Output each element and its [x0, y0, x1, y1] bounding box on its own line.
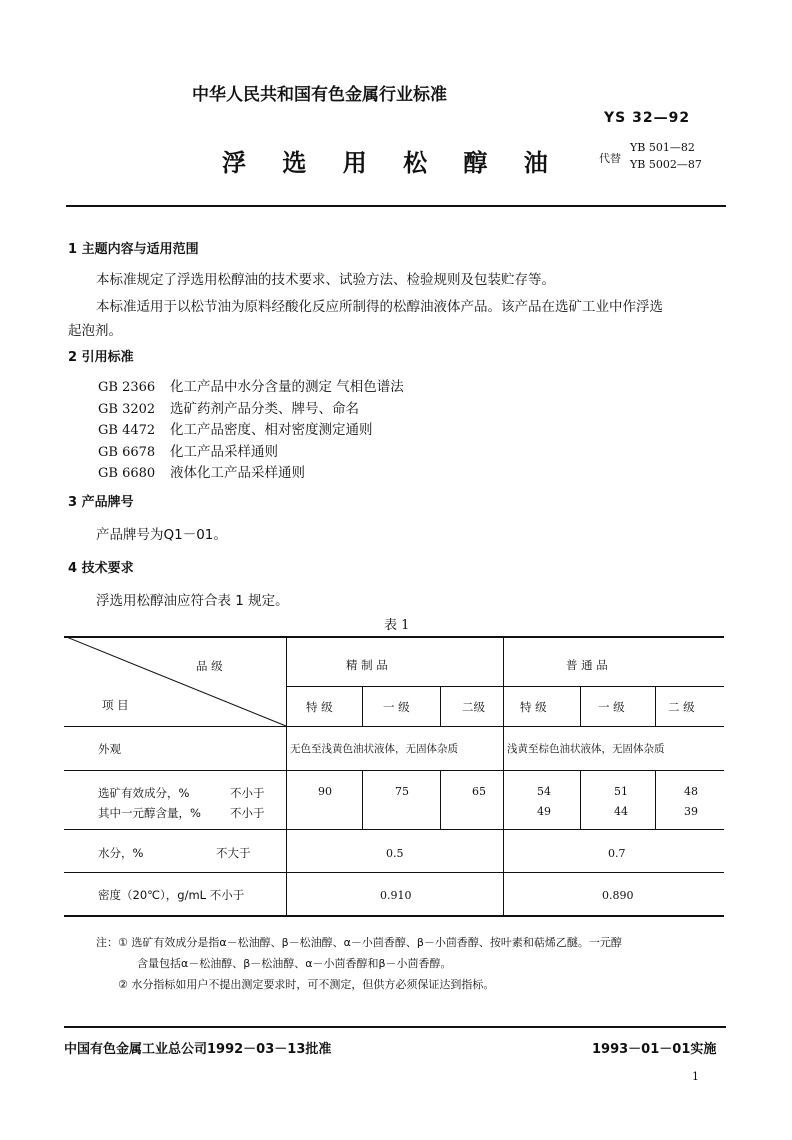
header-rule [66, 205, 726, 207]
footer-rule [64, 1026, 726, 1028]
section-4-heading: 4 技术要求 [68, 561, 134, 576]
table-caption: 表 1 [384, 618, 410, 633]
grade-header: 二级 [462, 700, 485, 714]
section-2-heading: 2 引用标准 [68, 350, 134, 365]
reference-code: GB 2366 [98, 380, 156, 395]
reference-code: GB 6678 [98, 445, 156, 460]
reference-title: 液体化工产品采样通则 [170, 465, 305, 481]
row-label-effective: 选矿有效成分，% [98, 786, 190, 800]
reference-title: 选矿药剂产品分类、牌号、命名 [170, 401, 359, 417]
standard-code: YS 32—92 [604, 110, 691, 126]
replaces-label: 代替 [599, 152, 621, 165]
effective-value: 65 [472, 785, 486, 798]
grade-header: 二 级 [668, 700, 695, 714]
appearance-common: 浅黄至棕色油状液体，无固体杂质 [507, 743, 665, 755]
reference-item [98, 418, 373, 438]
note-2: ② 水分指标如用户不提出测定要求时，可不测定，但供方必须保证达到指标。 [118, 978, 495, 991]
group-common: 普 通 品 [566, 658, 608, 672]
corner-grade-label: 品 级 [196, 659, 223, 673]
effective-value: 51 [614, 785, 628, 798]
section-3-paragraph: 产品牌号为Q1－01。 [96, 527, 227, 543]
monool-value: 49 [537, 805, 551, 818]
reference-title: 化工产品中水分含量的测定 气相色谱法 [170, 379, 404, 395]
section-3-heading: 3 产品牌号 [68, 495, 134, 510]
reference-item [98, 461, 305, 481]
section-1-paragraph-1: 本标准规定了浮选用松醇油的技术要求、试验方法、检验规则及包装贮存等。 [96, 272, 555, 288]
density-refined-value: 0.910 [380, 889, 412, 902]
row-label-water: 水分，% [98, 846, 144, 860]
reference-item [98, 375, 404, 395]
section-1-heading: 1 主题内容与适用范围 [68, 242, 199, 257]
reference-code: GB 3202 [98, 402, 156, 417]
density-common-value: 0.890 [602, 889, 634, 902]
section-4-paragraph: 浮选用松醇油应符合表 1 规定。 [96, 593, 289, 609]
reference-code: GB 4472 [98, 423, 156, 438]
row-label-density: 密度（20℃），g/mL 不小于 [98, 888, 245, 902]
group-refined: 精 制 品 [346, 658, 388, 672]
approval-line: 中国有色金属工业总公司1992－03－13批准 [64, 1042, 332, 1057]
reference-item [98, 397, 359, 417]
grade-header: 一 级 [598, 700, 625, 714]
grade-header: 一 级 [383, 700, 410, 714]
document-title: 浮 选 用 松 醇 油 [222, 149, 562, 177]
water-refined-value: 0.5 [386, 847, 404, 860]
grade-header: 特 级 [520, 700, 547, 714]
note-1-line-2: 含量包括α－松油醇、β－松油醇、α－小茴香醇和β－小茴香醇。 [137, 957, 452, 970]
notes-prefix: 注： [96, 936, 118, 949]
monool-value: 44 [614, 805, 628, 818]
implementation-date: 1993－01－01实施 [592, 1042, 717, 1057]
section-1-paragraph-2-cont: 起泡剂。 [68, 323, 122, 339]
monool-limit: 不小于 [230, 806, 265, 820]
effective-limit: 不小于 [230, 786, 265, 800]
appearance-refined: 无色至浅黄色油状液体，无固体杂质 [290, 743, 458, 755]
row-label-monool: 其中一元醇含量，% [98, 806, 201, 820]
reference-title: 化工产品采样通则 [170, 444, 278, 460]
grade-header: 特 级 [306, 700, 333, 714]
header-diagonal [64, 636, 287, 727]
row-label-appearance: 外观 [98, 742, 121, 756]
effective-value: 54 [537, 785, 551, 798]
effective-value: 90 [318, 785, 332, 798]
reference-code: GB 6680 [98, 466, 156, 481]
corner-item-label: 项 目 [102, 698, 129, 712]
effective-value: 75 [395, 785, 409, 798]
replaced-standard-1: YB 501—82 [630, 141, 695, 154]
page-number: 1 [692, 1070, 699, 1083]
reference-item [98, 440, 278, 460]
reference-title: 化工产品密度、相对密度测定通则 [170, 422, 373, 438]
replaced-standard-2: YB 5002—87 [630, 158, 702, 171]
effective-value: 48 [684, 785, 698, 798]
issuing-organization: 中华人民共和国有色金属行业标准 [192, 85, 447, 105]
water-limit: 不大于 [216, 846, 251, 860]
monool-value: 39 [684, 805, 698, 818]
section-1-paragraph-2: 本标准适用于以松节油为原料经酸化反应所制得的松醇油液体产品。该产品在选矿工业中作浮选 [96, 299, 663, 315]
note-1-line-1: ① 选矿有效成分是指α－松油醇、β－松油醇、α－小茴香醇、β－小茴香醇、按叶素和萜烯乙醚。一元醇 [118, 936, 622, 949]
water-common-value: 0.7 [608, 847, 626, 860]
